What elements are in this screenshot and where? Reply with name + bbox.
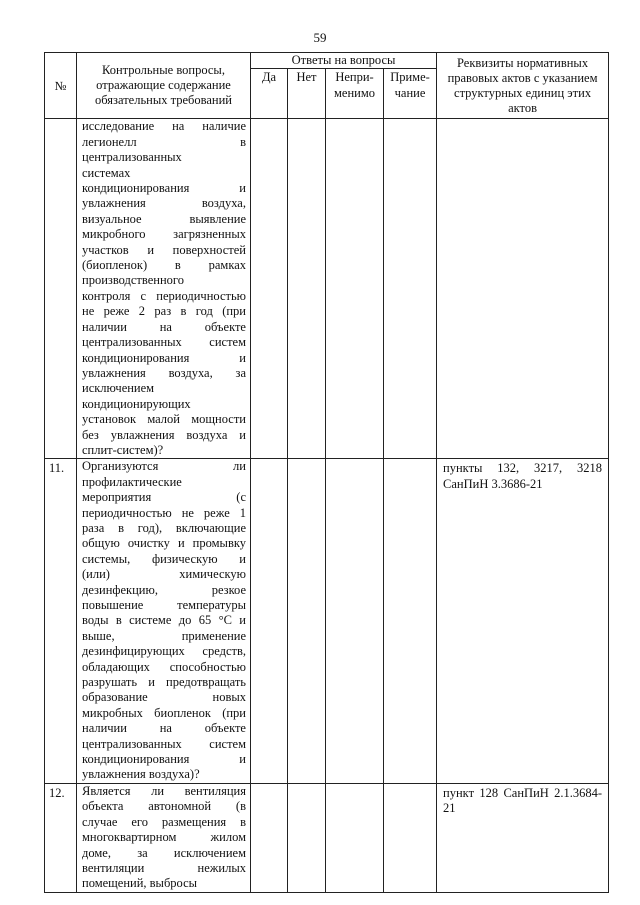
header-question: Контрольные вопросы, отражающие содержание обязательных требований — [77, 53, 251, 119]
question-line: Является ли вентиляция — [82, 783, 246, 798]
question-line: участков и поверхностей — [82, 242, 246, 257]
question-line: общую очистку и промывку — [82, 536, 246, 551]
question-line: профилактические — [82, 474, 182, 489]
question-line: доме, за исключением — [82, 845, 246, 860]
control-question — [77, 119, 251, 459]
legal-reference — [437, 119, 609, 459]
header-no-answer: Нет — [288, 69, 326, 119]
header-note: Приме-чание — [384, 69, 437, 119]
table-row — [45, 783, 609, 892]
answer-no-cell — [288, 119, 326, 459]
question-line: выше, применение — [82, 628, 246, 643]
question-line: микробного загрязненных — [82, 227, 246, 242]
question-line: повышение температуры — [82, 598, 246, 612]
question-line: производственного — [82, 273, 184, 288]
answer-no-cell — [288, 459, 326, 784]
question-line: кондиционирующих — [82, 396, 191, 411]
reference-line: пункты 132, 3217, 3218 — [443, 461, 603, 476]
legal-reference — [437, 459, 609, 784]
question-line: вентиляции нежилых — [82, 860, 246, 875]
header-yes: Да — [251, 69, 288, 119]
question-line: многоквартирном жилом — [82, 830, 246, 845]
table-row — [45, 119, 609, 459]
question-line: кондиционирования и — [82, 752, 246, 767]
question-line: системы, физическую и — [82, 551, 246, 566]
question-line: не реже 2 раз в год (при — [82, 304, 246, 319]
question-line: централизованных систем — [82, 736, 246, 751]
row-number: 12. — [45, 783, 77, 892]
header-not-applicable: Непри-менимо — [326, 69, 384, 119]
checklist-table — [44, 52, 609, 893]
question-line: увлажнения воздуха)? — [82, 767, 200, 782]
question-line: образование новых — [82, 690, 246, 705]
question-line: системах — [82, 165, 131, 180]
answer-not-applicable-cell — [326, 783, 384, 892]
answer-no-cell — [288, 783, 326, 892]
reference-line: СанПиН 3.3686-21 — [443, 476, 543, 491]
question-line: кондиционирования и — [82, 350, 246, 365]
question-line: (биопленок) в рамках — [82, 258, 246, 273]
header-reference: Реквизиты нормативных правовых актов с указанием структурных единиц этих актов — [437, 53, 609, 119]
page-number: 59 — [313, 30, 327, 45]
question-line: увлажнения воздуха, за — [82, 365, 246, 380]
question-line: сплит-систем)? — [82, 442, 164, 457]
question-line: Организуются ли — [82, 459, 246, 474]
question-line: контроля с периодичностью — [82, 288, 246, 303]
row-number: 11. — [45, 459, 77, 784]
question-line: дезинфицирующих средств, — [82, 644, 246, 659]
control-question — [77, 459, 251, 784]
table-row — [45, 459, 609, 784]
question-line: наличии на объекте — [82, 721, 246, 736]
answer-note-cell — [384, 459, 437, 784]
question-line: (или) химическую — [82, 567, 246, 582]
reference-line: 21 — [443, 801, 456, 816]
question-line: раза в год), включающие — [82, 520, 246, 535]
legal-reference — [437, 783, 609, 892]
row-number — [45, 119, 77, 459]
answer-yes-cell — [251, 459, 288, 784]
question-line: увлажнения воздуха, — [82, 196, 246, 211]
question-line: дезинфекцию, резкое — [82, 582, 246, 597]
question-line: без увлажнения воздуха и — [82, 427, 246, 442]
question-line: установок малой мощности — [82, 412, 246, 427]
answer-not-applicable-cell — [326, 459, 384, 784]
header-number: № — [45, 53, 77, 119]
question-line: микробных биопленок (при — [82, 705, 246, 720]
header-answers: Ответы на вопросы — [251, 53, 437, 69]
question-line: разрушать и предотвращать — [82, 675, 246, 690]
question-line: случае его размещения в — [82, 814, 246, 829]
question-line: объекта автономной (в — [82, 799, 246, 814]
question-line: легионелл в — [82, 134, 246, 149]
question-line: обладающих способностью — [82, 659, 246, 674]
question-line: кондиционирования и — [82, 181, 246, 196]
question-line: воды в системе до 65 °С и — [82, 613, 246, 628]
answer-not-applicable-cell — [326, 119, 384, 459]
question-line: наличии на объекте — [82, 319, 246, 334]
answer-note-cell — [384, 119, 437, 459]
answer-note-cell — [384, 783, 437, 892]
question-line: визуальное выявление — [82, 211, 246, 226]
question-line: исключением — [82, 381, 155, 396]
question-line: централизованных систем — [82, 335, 246, 350]
question-line: помещений, выбросы — [82, 876, 198, 891]
question-line: мероприятия (с — [82, 490, 246, 505]
answer-yes-cell — [251, 119, 288, 459]
answer-yes-cell — [251, 783, 288, 892]
reference-line: пункт 128 СанПиН 2.1.3684- — [443, 785, 603, 800]
control-question — [77, 783, 251, 892]
question-line: исследование на наличие — [82, 119, 246, 134]
question-line: периодичностью не реже 1 — [82, 505, 246, 520]
question-line: централизованных — [82, 150, 182, 165]
